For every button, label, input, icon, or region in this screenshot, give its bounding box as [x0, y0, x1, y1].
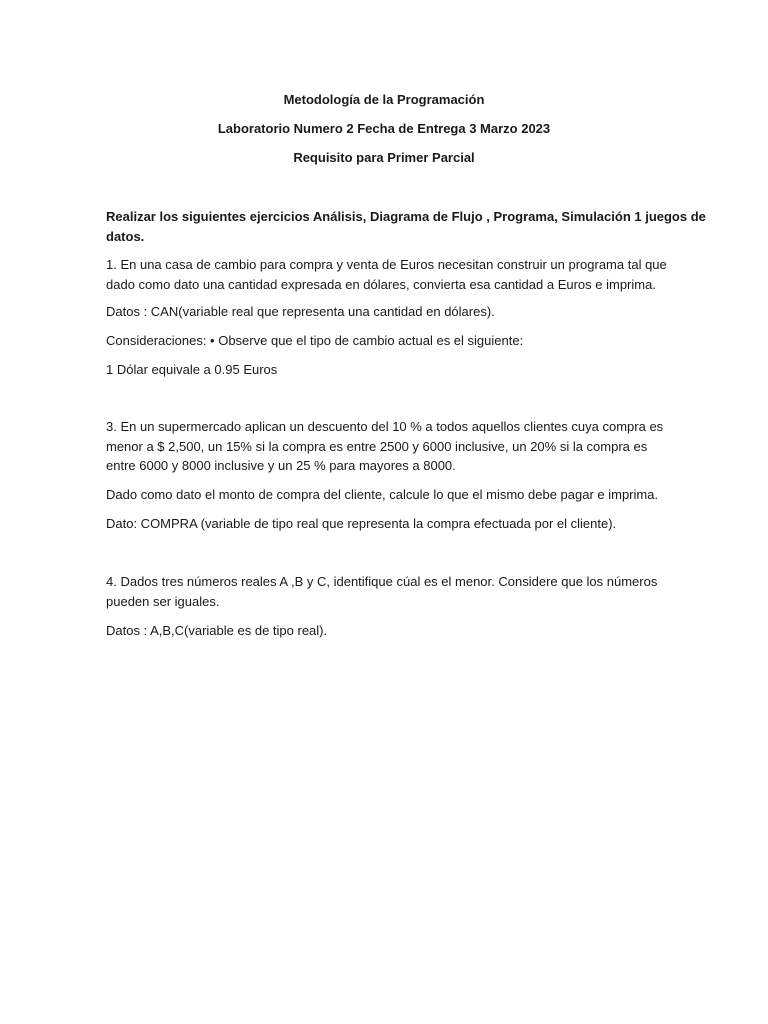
exercise-3-dato: Dato: COMPRA (variable de tipo real que representa la compra efectuada por el cliente).: [106, 516, 617, 531]
exercise-4-line-2: pueden ser iguales.: [106, 593, 220, 609]
instructions-line-2: datos.: [106, 228, 145, 244]
exercise-3-line-1: 3. En un supermercado aplican un descuento del 10 % a todos aquellos clientes cuya compra es: [106, 419, 664, 434]
exercise-1-line-1: 1. En una casa de cambio para compra y venta de Euros necesitan construir un programa tal que: [106, 257, 667, 272]
instructions-line-1: Realizar los siguientes ejercicios Análisis, Diagrama de Flujo , Programa, Simulación 1 juegos de: [106, 209, 706, 224]
exercise-1-consideraciones: Consideraciones: • Observe que el tipo de cambio actual es el siguiente:: [106, 333, 524, 348]
exercise-1-statement: [106, 255, 666, 294]
exercise-4-line-1: 4. Dados tres números reales A ,B y C, identifique cúal es el menor. Considere que los números: [106, 574, 658, 589]
exercise-1-rate: 1 Dólar equivale a 0.95 Euros: [106, 362, 278, 377]
exercise-1-datos: Datos : CAN(variable real que representa una cantidad en dólares).: [106, 304, 495, 319]
exercise-3-line-3: entre 6000 y 8000 inclusive y un 25 % para mayores a 8000.: [106, 458, 456, 473]
exercise-3-line-2: menor a $ 2,500, un 15% si la compra es entre 2500 y 6000 inclusive, un 20% si la compra es: [106, 438, 648, 454]
course-title: Metodología de la Programación: [283, 92, 485, 107]
exercise-3-dado: Dado como dato el monto de compra del cliente, calcule lo que el mismo debe pagar e imprima.: [106, 487, 659, 502]
requirement-title: Requisito para Primer Parcial: [293, 150, 475, 165]
exercise-3-statement: [106, 417, 666, 476]
lab-info: Laboratorio Numero 2 Fecha de Entrega 3 Marzo 2023: [217, 121, 551, 136]
exercise-4-statement: [106, 572, 666, 611]
exercise-4-datos: Datos : A,B,C(variable es de tipo real).: [106, 623, 328, 638]
exercise-1-line-2: dado como dato una cantidad expresada en dólares, convierta esa cantidad a Euros e imprima.: [106, 276, 656, 292]
instructions-paragraph: [106, 207, 706, 246]
